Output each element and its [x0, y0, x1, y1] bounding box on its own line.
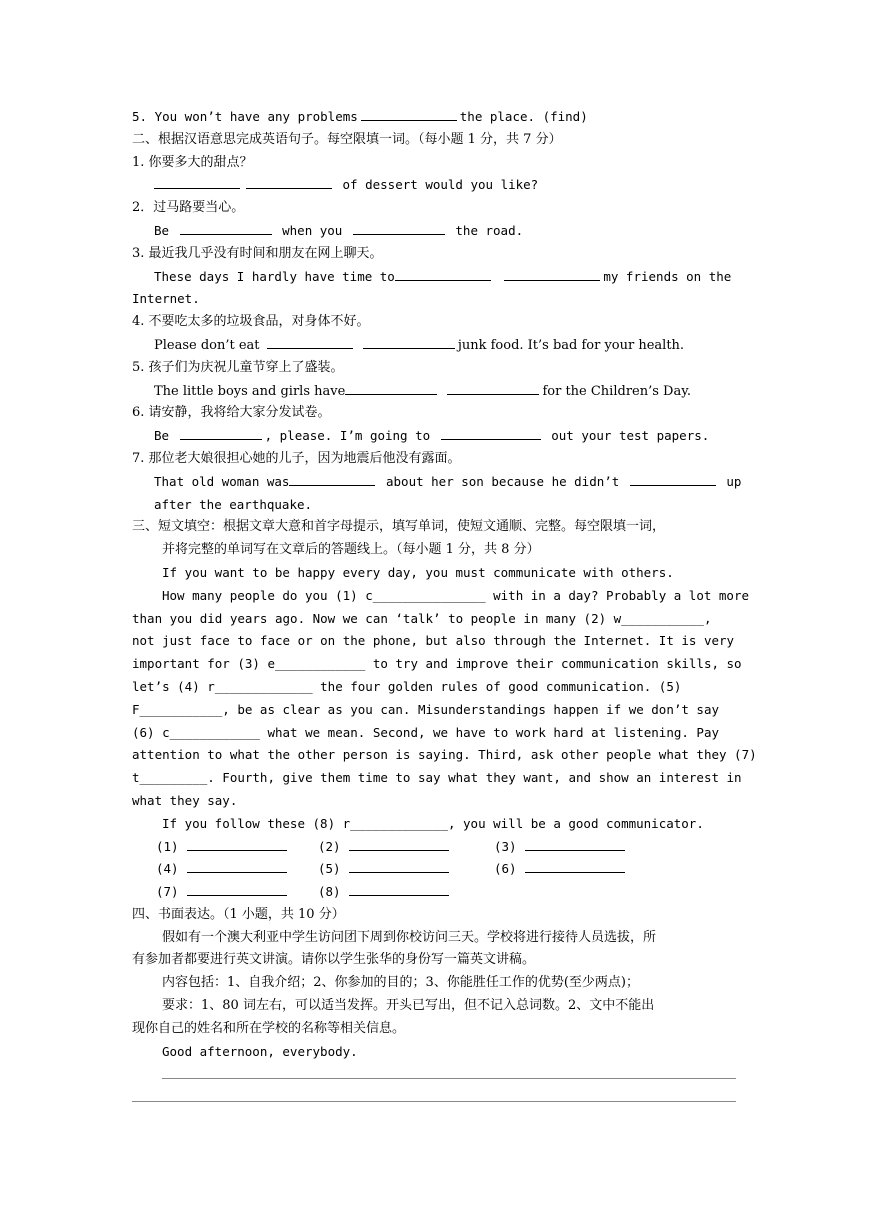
s3-p2-l8: attention to what the other person is saying. Third, ask other people what they (7)	[132, 747, 757, 763]
s3-p2-l4: important for (3) e____________ to try and improve their communication skills, so	[132, 656, 742, 672]
answer-label: (7)	[156, 884, 179, 900]
answer-line[interactable]	[187, 836, 287, 851]
q5-text-a: 5. You won’t have any problems	[132, 109, 358, 124]
section3-heading-2: 并将完整的单词写在文章后的答题线上。（每小题 1 分，共 8 分）	[162, 542, 540, 558]
blank[interactable]	[289, 471, 375, 486]
text: out your test papers.	[551, 428, 710, 444]
s2-item2-en	[132, 220, 738, 243]
blank[interactable]	[353, 220, 445, 235]
blank[interactable]	[441, 425, 541, 440]
text: up	[726, 473, 742, 489]
s3-p2-l1: How many people do you (1) c_______________ with in a day? Probably a lot more	[162, 587, 749, 603]
writing-line-2[interactable]	[132, 1101, 736, 1102]
answer-line[interactable]	[349, 836, 449, 851]
text: my friends on the	[603, 268, 732, 284]
answer-row-3	[132, 881, 738, 904]
s4-p1-l1: 假如有一个澳大利亚中学生访问团下周到你校访问三天。学校将进行接待人员选拔，所	[162, 929, 657, 945]
text: These days I hardly have time to	[154, 268, 395, 284]
answer-label: (3)	[494, 838, 517, 854]
blank[interactable]	[363, 334, 455, 349]
s4-p3-l1: 要求：1、80 词左右，可以适当发挥。开头已写出，但不记入总词数。2、文中不能出	[162, 998, 655, 1014]
answer-label: (5)	[318, 861, 341, 877]
s2-item3-en-cont: Internet.	[132, 291, 200, 307]
answer-line[interactable]	[187, 858, 287, 873]
answer-label: (1)	[156, 838, 179, 854]
text: the road.	[455, 222, 524, 238]
s2-item1-cn: 1. 你要多大的甜点？	[132, 154, 253, 170]
blank[interactable]	[267, 334, 353, 349]
text: Please don’t eat	[154, 337, 260, 353]
blank[interactable]	[630, 471, 716, 486]
answer-line[interactable]	[525, 836, 625, 851]
blank[interactable]	[180, 425, 262, 440]
s3-p2-l2: than you did years ago. Now we can ‘talk’ to people in many (2) w___________,	[132, 610, 712, 626]
text: , please. I’m going to	[264, 428, 431, 444]
s2-item2-cn: 2．过马路要当心。	[132, 200, 245, 216]
answer-line[interactable]	[349, 858, 449, 873]
s3-p2-l5: let’s (4) r_____________ the four golden rules of good communication. (5)	[132, 678, 682, 694]
s2-item7-en	[132, 471, 742, 494]
text: for the Children’s Day.	[542, 383, 691, 399]
blank[interactable]	[246, 174, 332, 189]
answer-line[interactable]	[349, 881, 449, 896]
answer-label: (4)	[156, 861, 179, 877]
s4-opening: Good afternoon, everybody.	[162, 1043, 358, 1059]
blank[interactable]	[395, 266, 491, 281]
exam-page	[132, 106, 757, 1063]
s2-item1-text: of dessert would you like?	[342, 177, 539, 193]
s3-p2-l9: t_________. Fourth, give them time to say what they want, and show an interest in	[132, 770, 742, 786]
text: That old woman was	[154, 473, 290, 489]
s4-p2: 内容包括：1、自我介绍；2、你参加的目的；3、你能胜任工作的优势(至少两点)；	[162, 975, 639, 991]
text: about her son because he didn’t	[386, 473, 620, 489]
s3-p2-l10: what they say.	[132, 792, 238, 808]
answer-label: (2)	[318, 838, 341, 854]
s3-p3: If you follow these (8) r_____________, you will be a good communicator.	[162, 815, 704, 831]
answer-row-1	[132, 836, 738, 859]
text: Be	[154, 428, 170, 444]
s2-item4-en	[132, 334, 738, 357]
text: The little boys and girls have	[154, 383, 346, 399]
text: when you	[282, 222, 343, 238]
s2-item6-en	[132, 425, 738, 448]
q5-text-b: the place. (find)	[459, 109, 588, 124]
s4-p3-l2: 现你自己的姓名和所在学校的名称等相关信息。	[132, 1020, 406, 1036]
q5-blank[interactable]	[361, 106, 457, 121]
s2-item5-en	[132, 380, 738, 403]
s3-p2-l6: F___________, be as clear as you can. Misunderstandings happen if we don’t say	[132, 701, 719, 717]
s2-item5-cn: 5. 孩子们为庆祝儿童节穿上了盛装。	[132, 359, 344, 375]
answer-row-2	[132, 858, 738, 881]
blank[interactable]	[180, 220, 272, 235]
section2-heading: 二、根据汉语意思完成英语句子。每空限填一词。（每小题 1 分，共 7 分）	[132, 131, 562, 147]
section3-heading-1: 三、短文填空：根据文章大意和首字母提示，填写单词，使短文通顺、完整。每空限填一词，	[132, 519, 666, 535]
s2-item7-en-cont: after the earthquake.	[154, 496, 313, 512]
q5-line	[132, 106, 738, 129]
blank[interactable]	[504, 266, 600, 281]
answer-line[interactable]	[187, 881, 287, 896]
writing-line-1[interactable]	[162, 1078, 736, 1079]
s3-p1: If you want to be happy every day, you must communicate with others.	[162, 564, 674, 580]
s2-item3-en	[132, 266, 738, 289]
s3-p2-l3: not just face to face or on the phone, but also through the Internet. It is very	[132, 633, 735, 649]
s2-item7-cn: 7. 那位老大娘很担心她的儿子，因为地震后他没有露面。	[132, 450, 461, 466]
text: Be	[154, 222, 170, 238]
s2-item1-en	[132, 174, 738, 197]
s4-p1-l2: 有参加者都要进行英文讲演。请你以学生张华的身份写一篇英文讲稿。	[132, 952, 536, 968]
s3-p2-l7: (6) c____________ what we mean. Second, we have to work hard at listening. Pay	[132, 724, 719, 740]
blank[interactable]	[447, 380, 539, 395]
blank[interactable]	[154, 174, 240, 189]
blank[interactable]	[345, 380, 437, 395]
section4-heading: 四、书面表达。（1 小题，共 10 分）	[132, 906, 345, 922]
text: junk food. It’s bad for your health.	[457, 337, 685, 353]
answer-label: (6)	[494, 861, 517, 877]
answer-line[interactable]	[525, 858, 625, 873]
answer-label: (8)	[318, 884, 341, 900]
s2-item3-cn: 3. 最近我几乎没有时间和朋友在网上聊天。	[132, 245, 383, 261]
s2-item6-cn: 6. 请安静，我将给大家分发试卷。	[132, 405, 331, 421]
s2-item4-cn: 4. 不要吃太多的垃圾食品，对身体不好。	[132, 314, 370, 330]
